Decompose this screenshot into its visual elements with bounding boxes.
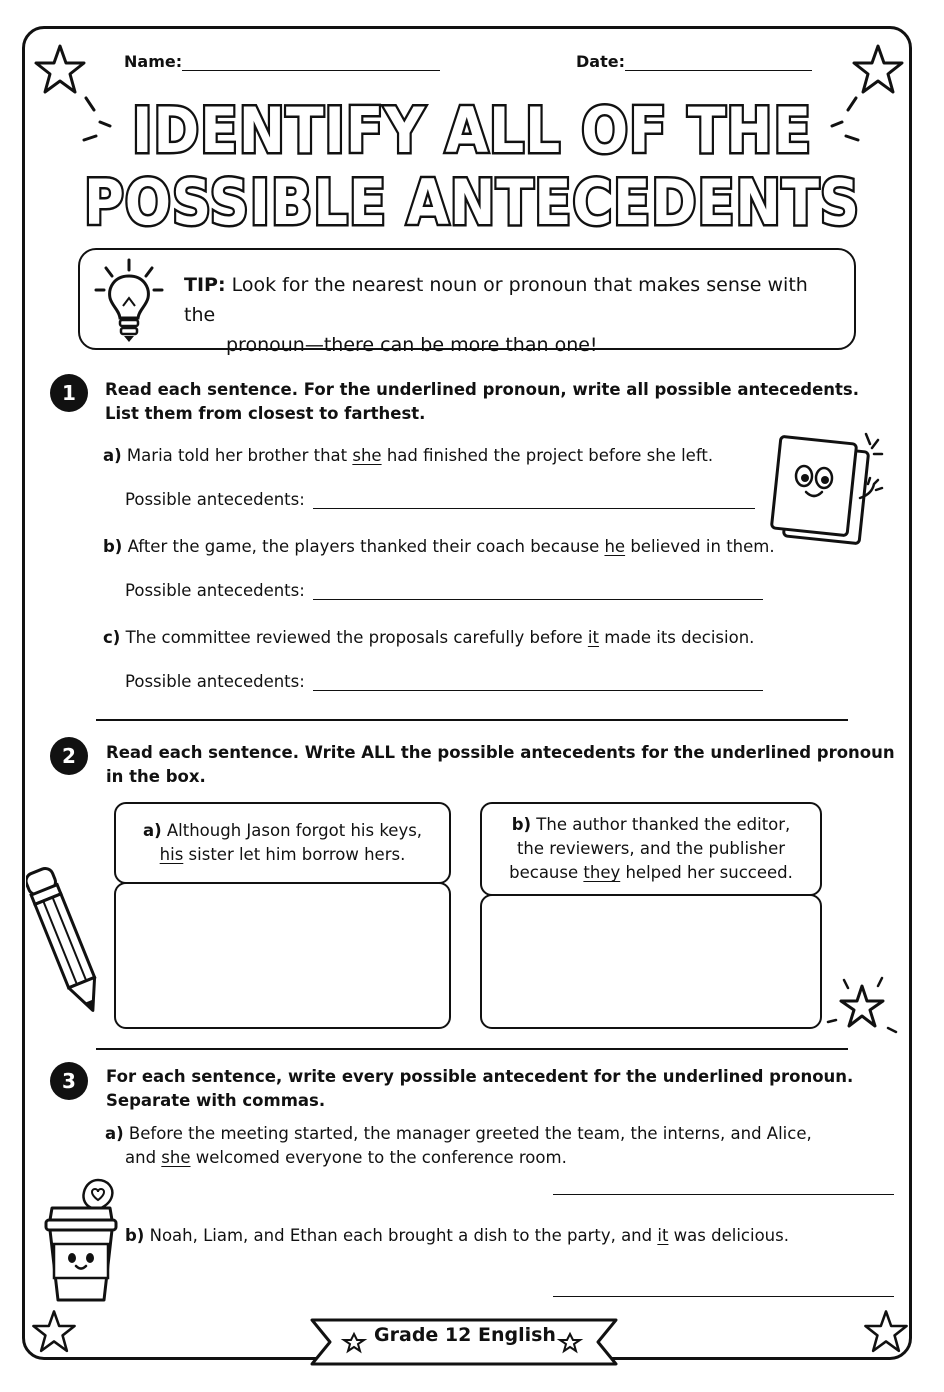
answer-line-1b[interactable] <box>313 581 763 600</box>
answer-label: Possible antecedents: <box>125 490 305 509</box>
star-icon <box>862 1308 910 1356</box>
instruction-line: For each sentence, write every possible antecedent for the underlined pronoun. <box>106 1067 854 1086</box>
prompt-box-b <box>480 802 822 896</box>
answer-label: Possible antecedents: <box>125 581 305 600</box>
title-line-2: POSSIBLE ANTECEDENTS <box>84 166 860 239</box>
tip-text <box>184 270 844 360</box>
answer-line-3a[interactable] <box>553 1194 894 1195</box>
answer-line-1a[interactable] <box>313 490 755 509</box>
instruction-line: Read each sentence. Write ALL the possible antecedents for the underlined pronoun <box>106 743 895 762</box>
sentence-text: Maria told her brother that <box>121 446 353 465</box>
sentence-1a <box>103 444 713 468</box>
section-3-number: 3 <box>50 1062 88 1100</box>
coffee-cup-icon <box>40 1176 128 1308</box>
name-field[interactable] <box>182 52 440 71</box>
date-label: Date: <box>576 52 625 71</box>
section-3-instruction <box>106 1065 853 1113</box>
item-label: b) <box>103 537 123 556</box>
date-field[interactable] <box>625 52 812 71</box>
book-character-icon <box>762 428 894 548</box>
section-1-number: 1 <box>50 374 88 412</box>
sentence-text: The committee reviewed the proposals carefully before <box>120 628 588 647</box>
sentence-text: believed in them. <box>625 537 775 556</box>
underlined-pronoun: she <box>161 1148 191 1167</box>
instruction-line: Read each sentence. For the underlined pronoun, write all possible antecedents. <box>105 380 859 399</box>
section-2-number: 2 <box>50 737 88 775</box>
sentence-text: the reviewers, and the publisher <box>516 839 786 858</box>
sentence-text: and <box>125 1148 162 1167</box>
underlined-pronoun: it <box>587 628 599 647</box>
underlined-pronoun: it <box>657 1226 669 1245</box>
sentence-text: because <box>509 863 584 882</box>
answer-row-1b <box>125 581 763 600</box>
sentence-3a <box>105 1122 812 1170</box>
answer-label: Possible antecedents: <box>125 672 305 691</box>
underlined-pronoun: his <box>159 845 184 864</box>
sentence-text: welcomed everyone to the conference room. <box>190 1148 567 1167</box>
item-label: c) <box>103 628 121 647</box>
footer-grade-label: Grade 12 English <box>374 1324 556 1346</box>
sentence-text: Before the meeting started, the manager greeted the team, the interns, and Alice, <box>123 1124 812 1143</box>
sentence-1c <box>103 626 754 650</box>
sentence-text: had finished the project before she left. <box>381 446 714 465</box>
item-label: a) <box>142 821 162 840</box>
sentence-text: made its decision. <box>598 628 755 647</box>
answer-box-a[interactable] <box>114 882 451 1029</box>
prompt-box-a <box>114 802 451 884</box>
answer-row-1a <box>125 490 755 509</box>
name-label: Name: <box>124 52 183 71</box>
section-divider <box>96 719 848 721</box>
page-title <box>60 82 884 242</box>
sentence-text: sister let him borrow hers. <box>183 845 406 864</box>
tip-line-1: Look for the nearest noun or pronoun that makes sense with the <box>184 274 808 326</box>
instruction-line: in the box. <box>106 767 206 786</box>
star-icon <box>30 1308 78 1356</box>
sentence-text: After the game, the players thanked their coach because <box>122 537 605 556</box>
sentence-text: was delicious. <box>668 1226 789 1245</box>
answer-line-1c[interactable] <box>313 672 763 691</box>
tip-label: TIP: <box>184 274 226 296</box>
underlined-pronoun: she <box>352 446 382 465</box>
section-divider <box>96 1048 848 1050</box>
item-label: b) <box>125 1226 145 1245</box>
item-label: a) <box>105 1124 124 1143</box>
star-icon <box>822 972 902 1042</box>
instruction-line: List them from closest to farthest. <box>105 404 426 423</box>
underlined-pronoun: he <box>604 537 626 556</box>
answer-line-3b[interactable] <box>553 1296 894 1297</box>
sentence-text: The author thanked the editor, <box>531 815 791 834</box>
title-line-1: IDENTIFY ALL OF THE <box>132 94 812 167</box>
sentence-3b <box>125 1224 789 1248</box>
sentence-1b <box>103 535 775 559</box>
item-label: a) <box>103 446 122 465</box>
pencil-icon <box>26 856 102 1022</box>
section-1-instruction <box>105 378 859 426</box>
underlined-pronoun: they <box>583 863 621 882</box>
sentence-text: Although Jason forgot his keys, <box>161 821 423 840</box>
lightbulb-icon <box>92 256 166 346</box>
tip-line-2: pronoun—there can be more than one! <box>226 334 598 356</box>
answer-row-1c <box>125 672 763 691</box>
section-2-instruction <box>106 741 895 789</box>
sentence-text: helped her succeed. <box>620 863 793 882</box>
item-label: b) <box>511 815 532 834</box>
answer-box-b[interactable] <box>480 894 822 1029</box>
instruction-line: Separate with commas. <box>106 1091 326 1110</box>
sentence-text: Noah, Liam, and Ethan each brought a dish to the party, and <box>144 1226 658 1245</box>
